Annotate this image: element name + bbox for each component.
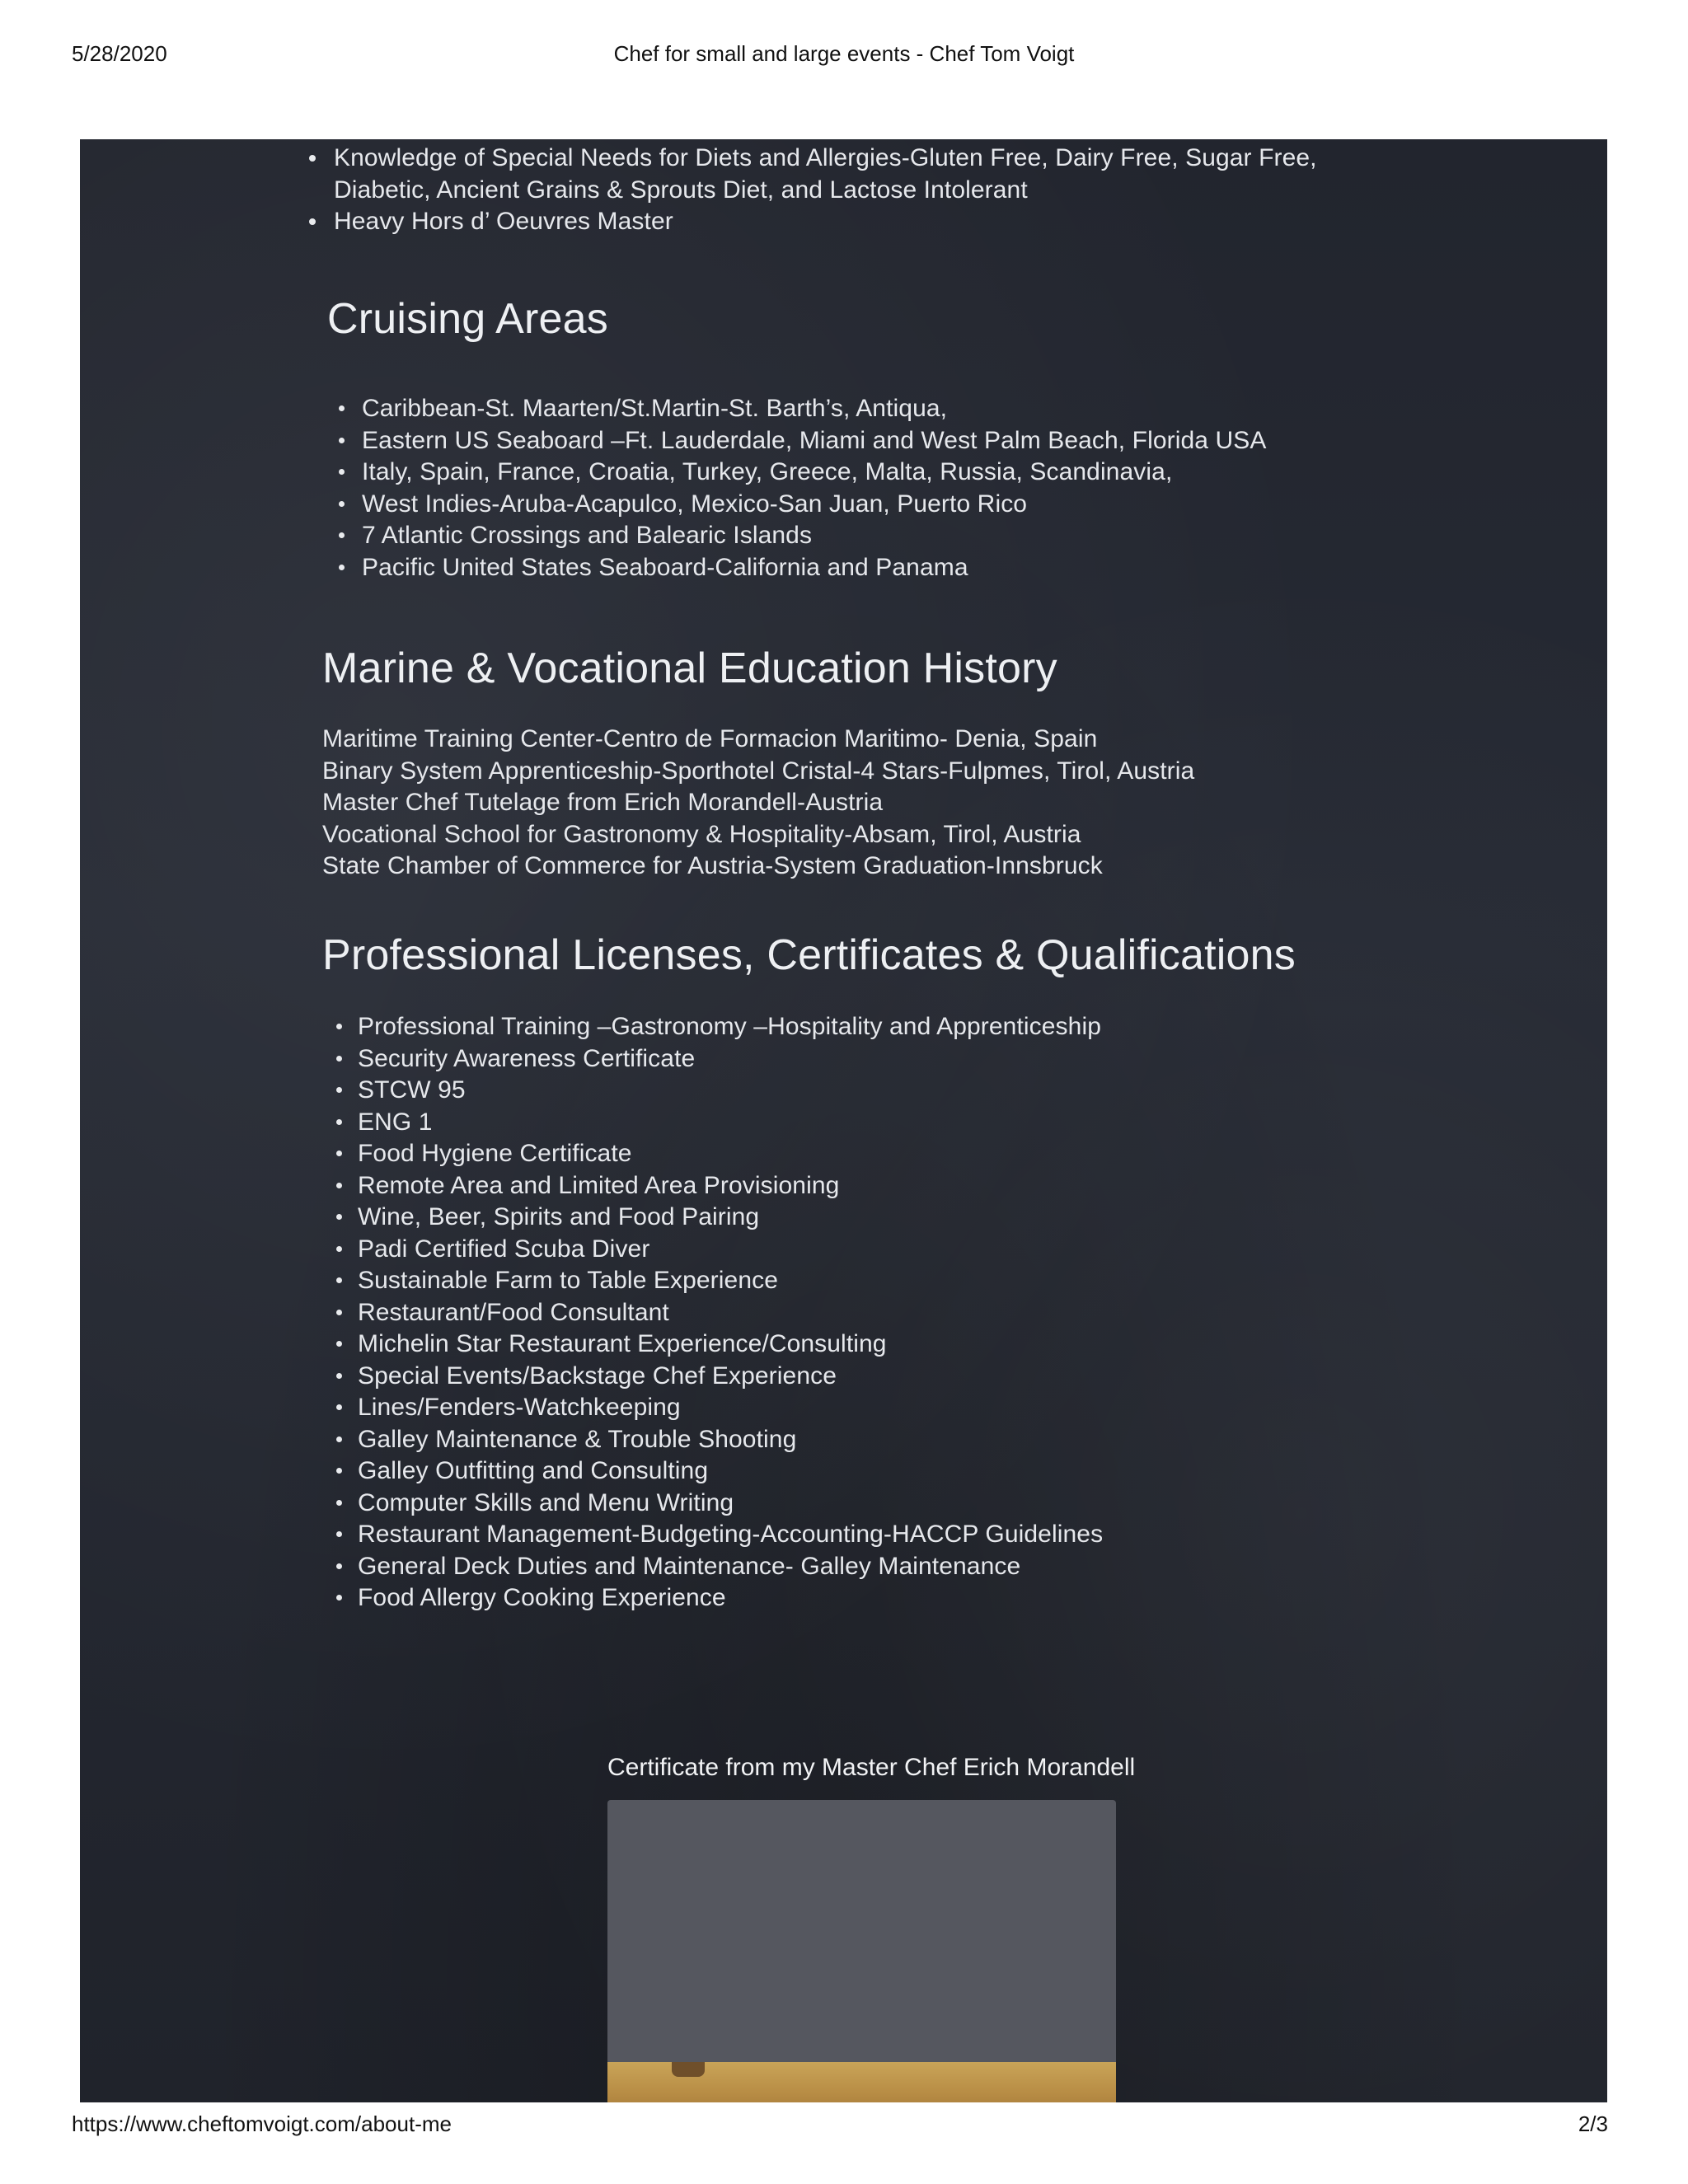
bullet-icon [336,1531,342,1537]
list-item [358,1582,1103,1615]
license-text: Food Allergy Cooking Experience [358,1584,726,1611]
bullet-icon [336,1056,342,1062]
about-content [80,139,1607,2102]
list-item [358,1234,1103,1266]
bullet-icon [336,1151,342,1156]
cruising-area-text: Eastern US Seaboard –Ft. Lauderdale, Miami and West Palm Beach, Florida USA [362,426,1267,454]
bullet-icon [336,1214,342,1220]
list-item [358,1424,1103,1456]
licenses-list [358,1011,1103,1615]
license-text: Galley Maintenance & Trouble Shooting [358,1425,797,1453]
list-item [358,1075,1103,1107]
license-text: Security Awareness Certificate [358,1044,696,1072]
bullet-icon [336,1468,342,1474]
licenses-heading: Professional Licenses, Certificates & Qualifications [322,931,1296,979]
skills-list [334,143,1405,238]
list-item [334,143,1405,206]
cruising-area-text: Pacific United States Seaboard-California and Panama [362,553,968,581]
license-text: Remote Area and Limited Area Provisioning [358,1171,840,1199]
certificate-image[interactable] [607,1800,1116,2102]
license-text: General Deck Duties and Maintenance- Galley Maintenance [358,1552,1021,1580]
cruising-area-text: Italy, Spain, France, Croatia, Turkey, Greece, Malta, Russia, Scandinavia, [362,458,1173,485]
bullet-icon [336,1563,342,1569]
list-item [358,1011,1103,1043]
chalkboard-section [80,139,1607,2102]
list-item [358,1265,1103,1297]
list-item [358,1488,1103,1520]
list-item [358,1107,1103,1139]
bullet-icon [339,532,345,538]
list-item [358,1043,1103,1076]
license-text: Restaurant/Food Consultant [358,1298,669,1326]
license-text: STCW 95 [358,1076,466,1104]
license-text: Padi Certified Scuba Diver [358,1235,650,1263]
education-history-heading: Marine & Vocational Education History [322,644,1057,692]
list-item [362,425,1266,457]
list-item [362,489,1266,521]
license-text: Restaurant Management-Budgeting-Accounting-HACCP Guidelines [358,1521,1104,1548]
list-item [358,1170,1103,1202]
bullet-icon [336,1024,342,1029]
bullet-icon [336,1341,342,1347]
education-line: State Chamber of Commerce for Austria-System Graduation-Innsbruck [322,852,1103,879]
license-text: Food Hygiene Certificate [358,1140,632,1167]
license-text: Michelin Star Restaurant Experience/Consulting [358,1330,887,1357]
license-text: Professional Training –Gastronomy –Hospitality and Apprenticeship [358,1013,1101,1040]
bullet-icon [336,1246,342,1252]
list-item [362,520,1266,552]
license-text: ENG 1 [358,1108,433,1136]
license-text: Galley Outfitting and Consulting [358,1457,709,1484]
list-item [362,393,1266,425]
list-item [358,1519,1103,1551]
bullet-icon [336,1183,342,1188]
list-item [334,206,1405,238]
print-date: 5/28/2020 [72,41,167,66]
certificate-photo-detail [672,2062,705,2077]
bullet-icon [336,1310,342,1315]
bullet-icon [336,1500,342,1506]
bullet-icon [339,405,345,411]
list-item [358,1202,1103,1234]
list-item [362,552,1266,584]
list-item [358,1392,1103,1424]
bullet-icon [336,1436,342,1442]
cruising-areas-list [362,393,1266,583]
bullet-icon [309,155,316,162]
list-item [362,457,1266,489]
education-line: Vocational School for Gastronomy & Hospitality-Absam, Tirol, Austria [322,820,1081,848]
education-line: Master Chef Tutelage from Erich Morandell-Austria [322,789,884,816]
bullet-icon [336,1087,342,1093]
license-text: Wine, Beer, Spirits and Food Pairing [358,1203,760,1230]
certificate-caption: Certificate from my Master Chef Erich Morandell [607,1754,1136,1781]
license-text: Sustainable Farm to Table Experience [358,1267,778,1294]
print-page-number: 2/3 [1578,2111,1608,2136]
skill-text: Heavy Hors d’ Oeuvres Master [334,208,673,235]
bullet-icon [336,1595,342,1601]
bullet-icon [336,1373,342,1379]
education-line: Maritime Training Center-Centro de Formacion Maritimo- Denia, Spain [322,725,1098,752]
license-text: Special Events/Backstage Chef Experience [358,1361,837,1390]
cruising-area-text: West Indies-Aruba-Acapulco, Mexico-San Juan, Puerto Rico [362,490,1028,518]
license-text: Lines/Fenders-Watchkeeping [358,1394,681,1421]
list-item [358,1329,1103,1361]
bullet-icon [339,469,345,475]
list-item [358,1455,1103,1488]
bullet-icon [336,1119,342,1125]
list-item [358,1138,1103,1170]
list-item [358,1297,1103,1329]
bullet-icon [339,501,345,507]
bullet-icon [339,438,345,443]
education-history-lines [322,724,1194,883]
license-text: Computer Skills and Menu Writing [358,1488,734,1516]
bullet-icon [309,218,316,225]
skill-text: Knowledge of Special Needs for Diets and Allergies-Gluten Free, Dairy Free, Sugar Free, Diabetic, Ancient Grains & Sprouts Diet, and Lactose Intolerant [334,144,1317,204]
bullet-icon [336,1277,342,1283]
education-line: Binary System Apprenticeship-Sporthotel Cristal-4 Stars-Fulpmes, Tirol, Austria [322,757,1195,785]
list-item [358,1361,1103,1393]
list-item [358,1551,1103,1583]
cruising-areas-heading: Cruising Areas [327,295,608,343]
cruising-area-text: Caribbean-St. Maarten/St.Martin-St. Barth’s, Antiqua, [362,395,948,422]
print-page-title: Chef for small and large events - Chef Tom Voigt [613,41,1075,66]
bullet-icon [339,565,345,570]
bullet-icon [336,1404,342,1410]
cruising-area-text: 7 Atlantic Crossings and Balearic Islands [362,522,813,549]
print-url: https://www.cheftomvoigt.com/about-me [72,2111,452,2136]
